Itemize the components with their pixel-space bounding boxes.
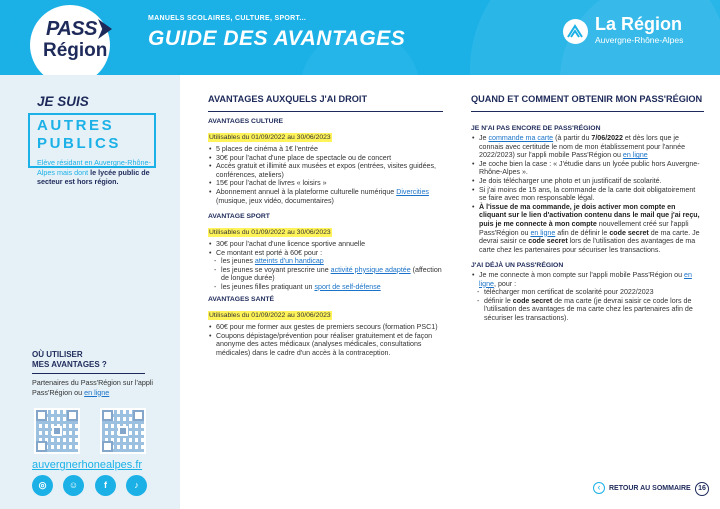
en-ligne-link[interactable]: en ligne — [530, 228, 556, 237]
item-bold: À l'issue de ma commande, je dois activer mon compte en cliquant sur le lien d'activation contenu dans le mail que j'ai reçu, puis je me connecte à mon compte — [479, 202, 700, 228]
je-suis-heading: JE SUIS — [37, 94, 89, 109]
profile-desc-bold: le lycée public de secteur est hors région. — [37, 167, 150, 186]
partners-online-link[interactable]: en ligne — [84, 387, 110, 397]
back-arrow-icon[interactable]: ‹ — [593, 482, 605, 494]
sport-list — [208, 240, 444, 257]
region-logo-icon — [563, 19, 588, 44]
culture-section — [208, 117, 444, 205]
item-text: les jeunes se voyant prescrire une — [221, 265, 331, 274]
item-text: (musique, jeux vidéo, documentaires) — [216, 196, 334, 205]
item-text: de ma carte (je devrai saisir ce code lors de l'utilisation des avantages de ma carte chez les partenaires afin de sécuriser les transactions). — [484, 296, 693, 322]
logo-region-text: Région — [43, 40, 108, 61]
list-item — [214, 283, 444, 292]
has-pass-title: J'AI DÉJÀ UN PASS'RÉGION — [471, 262, 564, 269]
list-item — [208, 188, 444, 205]
obtain-heading: QUAND ET COMMENT OBTENIR MON PASS'RÉGION — [471, 94, 703, 104]
back-to-summary-link[interactable]: RETOUR AU SOMMAIRE — [609, 485, 691, 492]
tiktok-icon[interactable]: ♪ — [126, 475, 147, 496]
divider — [208, 111, 443, 112]
en-ligne-link[interactable]: en ligne — [622, 151, 648, 160]
item-text: lors de l'utilisation des avantages de ma carte chez les partenaires pour sécuriser les transactions. — [479, 237, 696, 254]
has-pass-sublist — [471, 288, 703, 322]
no-pass-section — [471, 124, 703, 254]
sport-period: Utilisables du 01/09/2022 au 30/06/2023 — [209, 229, 331, 236]
logo-year: 2022-2023 — [14, 14, 21, 52]
item-text: les jeunes filles pratiquant un — [221, 282, 315, 291]
facebook-icon[interactable]: f — [95, 475, 116, 496]
sport-sublist — [208, 257, 444, 291]
instagram-icon[interactable]: ◎ — [32, 475, 53, 496]
sante-section — [208, 295, 444, 357]
sante-title: AVANTAGES SANTÉ — [208, 296, 275, 303]
snapchat-icon[interactable]: ☺ — [63, 475, 84, 496]
profile-title-line2: PUBLICS — [37, 135, 122, 152]
list-item: • Je coche bien la case : « J'étudie dans un lycée public hors Auvergne-Rhône-Alpes ». — [471, 160, 703, 177]
item-text: les jeunes — [221, 257, 255, 266]
qr-code-android[interactable] — [34, 408, 80, 454]
where-use-text — [32, 378, 157, 397]
divider — [32, 373, 145, 374]
commande-carte-link[interactable]: commande ma carte — [488, 134, 554, 142]
sport-section — [208, 212, 444, 292]
page-number: 16 — [695, 482, 709, 496]
benefits-heading: AVANTAGES AUXQUELS J'AI DROIT — [208, 94, 368, 104]
item-text: (à partir du — [553, 134, 592, 142]
culture-list — [208, 145, 444, 205]
where-use-line2: MES AVANTAGES ? — [32, 360, 107, 369]
list-item: • Je dois télécharger une photo et un justificatif de scolarité. — [471, 177, 703, 186]
item-text: afin de définir le — [555, 228, 610, 237]
list-item: • Si j'ai moins de 15 ans, la commande de la carte doit obligatoirement se faire avec mon responsable légal. — [471, 186, 703, 203]
en-ligne-link[interactable]: en ligne — [479, 271, 692, 288]
item-bold: code secret — [528, 237, 568, 246]
list-item — [214, 257, 444, 266]
list-item: • 30€ pour l'achat d'une place de spectacle ou de concert — [208, 154, 444, 163]
item-text: , pour : — [494, 279, 517, 288]
item-text: et dès lors que je connais avec certitude le nom de mon établissement pour l'année 2022/2023) sur l'appli mobile Pass'Région ou — [479, 134, 686, 160]
item-text: nouvellement créé sur l'appli Pass'Région ou — [479, 219, 689, 237]
no-pass-title: JE N'AI PAS ENCORE DE PASS'RÉGION — [471, 125, 601, 132]
list-item — [214, 266, 444, 283]
where-use-line1: OÙ UTILISER — [32, 350, 83, 359]
sante-list — [208, 323, 444, 357]
item-date: 7/06/2022 — [591, 134, 623, 142]
divercities-link[interactable]: Divercities — [396, 187, 429, 196]
has-pass-section — [471, 261, 703, 323]
list-item: • 15€ pour l'achat de livres « loisirs » — [208, 179, 444, 188]
sante-period: Utilisables du 01/09/2022 au 30/06/2023 — [209, 312, 331, 319]
list-item — [471, 134, 703, 160]
logo-pass-text: PASS — [46, 18, 97, 40]
item-bold: code secret — [512, 296, 553, 305]
where-use-heading — [32, 350, 152, 370]
list-item: • 5 places de cinéma à 1€ l'entrée — [208, 145, 444, 154]
item-bold: code secret — [609, 228, 649, 237]
profile-desc-text: Elève résidant en Auvergne-Rhône-Alpes mais dont — [37, 158, 151, 177]
item-text: Je — [479, 134, 489, 142]
qr-code-ios[interactable] — [100, 408, 146, 454]
activite-adaptee-link[interactable]: activité physique adaptée — [330, 265, 411, 274]
list-item: • Ce montant est porté à 60€ pour : — [208, 249, 444, 258]
website-link[interactable]: auvergnerhonealpes.fr — [32, 459, 143, 471]
item-text: (affection de longue durée) — [221, 265, 442, 283]
list-item — [477, 297, 703, 323]
list-item: • 60€ pour me former aux gestes de premiers secours (formation PSC1) — [208, 323, 444, 332]
item-text: Je me connecte à mon compte sur l'appli mobile Pass'Région ou — [479, 271, 684, 279]
profile-description — [37, 158, 162, 187]
culture-period: Utilisables du 01/09/2022 au 30/06/2023 — [209, 134, 331, 141]
item-text: Abonnement annuel à la plateforme culturelle numérique — [216, 187, 397, 196]
sidebar — [0, 75, 180, 509]
profile-title — [37, 117, 157, 153]
self-defense-link[interactable]: sport de self-défense — [314, 282, 381, 291]
page-title: GUIDE DES AVANTAGES — [148, 27, 406, 50]
divider — [471, 111, 704, 112]
no-pass-list — [471, 134, 703, 254]
list-item — [471, 203, 703, 255]
culture-title: AVANTAGES CULTURE — [208, 118, 284, 125]
sport-title: AVANTAGE SPORT — [208, 213, 270, 220]
where-use-desc: Partenaires du Pass'Région sur l'appli Pass'Région ou — [32, 378, 154, 397]
list-item — [471, 271, 703, 288]
header-kicker: MANUELS SCOLAIRES, CULTURE, SPORT... — [148, 15, 307, 22]
item-text: définir le — [484, 296, 513, 305]
list-item: • Coupons dépistage/prévention pour réaliser gratuitement et de façon anonyme des actes médicaux (analyses médicales, consultations médicales) dans le cadre d'un accès à la contraception. — [208, 332, 444, 358]
has-pass-list — [471, 271, 703, 288]
handicap-link[interactable]: atteints d'un handicap — [254, 257, 324, 266]
region-subtitle: Auvergne-Rhône-Alpes — [595, 35, 684, 45]
list-item: • 30€ pour l'achat d'une licence sportive annuelle — [208, 240, 444, 249]
region-name: La Région — [595, 14, 683, 34]
header-banner — [0, 0, 720, 75]
list-item: • Accès gratuit et illimité aux musées et expos (entrées, visites guidées, conférences, ateliers) — [208, 162, 444, 179]
item-text: de ma carte. Je devrai saisir ce — [479, 228, 700, 246]
profile-title-line1: AUTRES — [37, 117, 115, 134]
list-item: - télécharger mon certificat de scolarité pour 2022/2023 — [477, 288, 703, 297]
